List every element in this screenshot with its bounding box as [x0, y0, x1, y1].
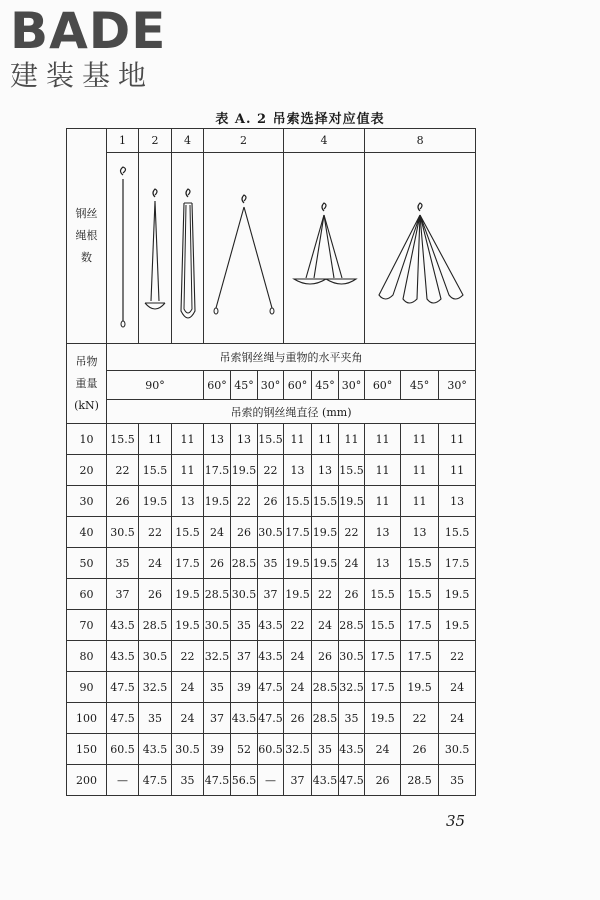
- diameter-cell: 43.5: [139, 734, 172, 765]
- diameter-cell: 35: [107, 548, 139, 579]
- table-row: [67, 486, 476, 517]
- diameter-cell: 24: [312, 610, 339, 641]
- weight-cell: 30: [67, 486, 107, 517]
- angle-cell: 60°: [204, 371, 231, 400]
- diameter-cell: 22: [401, 703, 439, 734]
- diameter-cell: 17.5: [401, 610, 439, 641]
- diameter-cell: 24: [139, 548, 172, 579]
- diameter-cell: 19.5: [172, 610, 204, 641]
- diameter-cell: 47.5: [139, 765, 172, 796]
- diameter-cell: 43.5: [312, 765, 339, 796]
- diameter-cell: 22: [439, 641, 476, 672]
- diameter-cell: 30.5: [139, 641, 172, 672]
- diameter-cell: 30.5: [439, 734, 476, 765]
- diameter-cell: 15.5: [107, 424, 139, 455]
- diameter-cell: 43.5: [258, 641, 284, 672]
- angle-cell: 30°: [258, 371, 284, 400]
- diameter-cell: 28.5: [312, 703, 339, 734]
- diameter-cell: 43.5: [231, 703, 258, 734]
- diameter-cell: 26: [107, 486, 139, 517]
- diameter-cell: 11: [312, 424, 339, 455]
- diameter-cell: 17.5: [172, 548, 204, 579]
- angle-cell: 30°: [339, 371, 365, 400]
- diameter-cell: 37: [204, 703, 231, 734]
- diameter-cell: 19.5: [284, 579, 312, 610]
- diameter-cell: 11: [365, 486, 401, 517]
- diameter-cell: 28.5: [401, 765, 439, 796]
- diameter-cell: 11: [284, 424, 312, 455]
- diameter-cell: 15.5: [365, 610, 401, 641]
- diameter-cell: 11: [401, 486, 439, 517]
- diameter-cell: 43.5: [107, 610, 139, 641]
- weight-cell: 100: [67, 703, 107, 734]
- diameter-cell: 19.5: [284, 548, 312, 579]
- diameter-cell: 26: [365, 765, 401, 796]
- diameter-cell: 22: [107, 455, 139, 486]
- diameter-cell: 15.5: [312, 486, 339, 517]
- diameter-cell: 22: [312, 579, 339, 610]
- diameter-cell: 35: [139, 703, 172, 734]
- diameter-cell: 37: [284, 765, 312, 796]
- diameter-cell: 13: [172, 486, 204, 517]
- weight-cell: 70: [67, 610, 107, 641]
- table-row: [67, 703, 476, 734]
- diameter-cell: 15.5: [439, 517, 476, 548]
- diameter-cell: 26: [312, 641, 339, 672]
- diameter-cell: 11: [365, 455, 401, 486]
- rope-count-4-angled: 4: [284, 129, 365, 153]
- data-body: [67, 424, 476, 796]
- table-row: [67, 579, 476, 610]
- diameter-cell: 35: [172, 765, 204, 796]
- rope-count-label: 钢丝绳根数: [67, 129, 107, 344]
- diameter-cell: 26: [231, 517, 258, 548]
- diameter-cell: 19.5: [439, 579, 476, 610]
- table-row: [67, 765, 476, 796]
- diameter-cell: 19.5: [365, 703, 401, 734]
- diameter-cell: 24: [172, 703, 204, 734]
- diameter-cell: 30.5: [107, 517, 139, 548]
- diameter-cell: 19.5: [312, 517, 339, 548]
- table-row: [67, 517, 476, 548]
- angle-cell: 45°: [401, 371, 439, 400]
- angle-cell: 30°: [439, 371, 476, 400]
- weight-cell: 150: [67, 734, 107, 765]
- diameter-cell: 30.5: [204, 610, 231, 641]
- diameter-cell: 15.5: [172, 517, 204, 548]
- diameter-cell: 32.5: [204, 641, 231, 672]
- diameter-cell: 47.5: [107, 703, 139, 734]
- diameter-cell: 26: [258, 486, 284, 517]
- diameter-cell: 19.5: [312, 548, 339, 579]
- diameter-cell: 37: [107, 579, 139, 610]
- diameter-cell: 24: [204, 517, 231, 548]
- diameter-cell: 35: [258, 548, 284, 579]
- diameter-cell: 15.5: [284, 486, 312, 517]
- diameter-cell: 15.5: [401, 548, 439, 579]
- diameter-cell: 22: [339, 517, 365, 548]
- diameter-cell: 15.5: [401, 579, 439, 610]
- diameter-cell: 32.5: [284, 734, 312, 765]
- table-row: [67, 610, 476, 641]
- diameter-cell: 35: [204, 672, 231, 703]
- table-row: [67, 641, 476, 672]
- diameter-cell: 26: [204, 548, 231, 579]
- angle-header: 吊索钢丝绳与重物的水平夹角: [107, 344, 476, 371]
- rope-count-8-angled: 8: [365, 129, 476, 153]
- diameter-cell: 37: [258, 579, 284, 610]
- diameter-cell: 13: [401, 517, 439, 548]
- diameter-cell: 17.5: [204, 455, 231, 486]
- diameter-cell: —: [107, 765, 139, 796]
- diameter-cell: 13: [312, 455, 339, 486]
- diameter-cell: 32.5: [139, 672, 172, 703]
- diameter-cell: 28.5: [312, 672, 339, 703]
- diameter-cell: 19.5: [139, 486, 172, 517]
- diameter-cell: 22: [139, 517, 172, 548]
- diameter-cell: 26: [339, 579, 365, 610]
- diameter-cell: 30.5: [339, 641, 365, 672]
- diameter-cell: 22: [172, 641, 204, 672]
- weight-cell: 40: [67, 517, 107, 548]
- diameter-cell: 60.5: [258, 734, 284, 765]
- angle-cell: 90°: [107, 371, 204, 400]
- diameter-cell: 13: [204, 424, 231, 455]
- diameter-cell: 15.5: [365, 579, 401, 610]
- diameter-cell: 11: [401, 424, 439, 455]
- diameter-cell: 37: [231, 641, 258, 672]
- angle-cell: 60°: [284, 371, 312, 400]
- diameter-cell: 30.5: [172, 734, 204, 765]
- diameter-cell: 47.5: [204, 765, 231, 796]
- weight-label: 吊物重量(kN): [67, 344, 107, 424]
- weight-cell: 20: [67, 455, 107, 486]
- diameter-cell: 39: [231, 672, 258, 703]
- diameter-cell: 19.5: [401, 672, 439, 703]
- diameter-cell: 13: [365, 517, 401, 548]
- diameter-cell: 13: [284, 455, 312, 486]
- diameter-cell: 17.5: [365, 672, 401, 703]
- diameter-cell: 19.5: [172, 579, 204, 610]
- diameter-cell: 22: [231, 486, 258, 517]
- diameter-cell: 30.5: [231, 579, 258, 610]
- diameter-cell: 13: [365, 548, 401, 579]
- rope-count-4: 4: [172, 129, 204, 153]
- angle-cell: 45°: [231, 371, 258, 400]
- diameter-cell: 35: [339, 703, 365, 734]
- diameter-cell: 11: [439, 424, 476, 455]
- weight-cell: 50: [67, 548, 107, 579]
- diameter-cell: 43.5: [258, 610, 284, 641]
- diameter-cell: 28.5: [204, 579, 231, 610]
- diameter-cell: 17.5: [284, 517, 312, 548]
- diameter-cell: 19.5: [231, 455, 258, 486]
- table-row: [67, 455, 476, 486]
- weight-cell: 90: [67, 672, 107, 703]
- diameter-cell: 24: [284, 641, 312, 672]
- diameter-cell: 52: [231, 734, 258, 765]
- figure-four-rope-loop: [172, 153, 204, 344]
- diameter-cell: 28.5: [231, 548, 258, 579]
- diameter-cell: 56.5: [231, 765, 258, 796]
- logo-text: BADE: [10, 2, 167, 60]
- diameter-cell: 19.5: [204, 486, 231, 517]
- diameter-cell: 47.5: [258, 672, 284, 703]
- angle-cell: 45°: [312, 371, 339, 400]
- diameter-header: 吊索的钢丝绳直径 (mm): [107, 400, 476, 424]
- diameter-cell: 13: [231, 424, 258, 455]
- rope-count-2-angled: 2: [204, 129, 284, 153]
- page-number: 35: [446, 812, 466, 830]
- diameter-cell: 24: [439, 703, 476, 734]
- weight-cell: 60: [67, 579, 107, 610]
- diameter-cell: 15.5: [258, 424, 284, 455]
- diameter-cell: 17.5: [401, 641, 439, 672]
- diameter-cell: 15.5: [139, 455, 172, 486]
- diameter-cell: 11: [139, 424, 172, 455]
- diameter-cell: 26: [139, 579, 172, 610]
- diameter-cell: 11: [172, 424, 204, 455]
- rope-count-1: 1: [107, 129, 139, 153]
- diameter-cell: 32.5: [339, 672, 365, 703]
- diameter-cell: 24: [339, 548, 365, 579]
- diameter-cell: 11: [172, 455, 204, 486]
- diameter-cell: 26: [284, 703, 312, 734]
- diameter-cell: —: [258, 765, 284, 796]
- diameter-cell: 15.5: [339, 455, 365, 486]
- diameter-cell: 11: [401, 455, 439, 486]
- angle-row: [67, 371, 476, 400]
- diameter-cell: 39: [204, 734, 231, 765]
- diameter-cell: 43.5: [339, 734, 365, 765]
- diameter-cell: 35: [312, 734, 339, 765]
- diameter-cell: 47.5: [107, 672, 139, 703]
- diameter-cell: 11: [439, 455, 476, 486]
- diameter-cell: 13: [439, 486, 476, 517]
- diameter-cell: 35: [439, 765, 476, 796]
- logo-subtext: 建装基地: [10, 59, 155, 92]
- diameter-cell: 17.5: [439, 548, 476, 579]
- figure-four-rope-angled: [284, 153, 365, 344]
- diameter-cell: 47.5: [339, 765, 365, 796]
- table-row: [67, 548, 476, 579]
- diameter-cell: 11: [365, 424, 401, 455]
- angle-cell: 60°: [365, 371, 401, 400]
- diameter-cell: 24: [439, 672, 476, 703]
- diameter-cell: 35: [231, 610, 258, 641]
- figure-single-rope: [107, 153, 139, 344]
- weight-cell: 10: [67, 424, 107, 455]
- diameter-cell: 17.5: [365, 641, 401, 672]
- rope-count-2: 2: [139, 129, 172, 153]
- diameter-cell: 26: [401, 734, 439, 765]
- figure-two-rope-loop: [139, 153, 172, 344]
- diameter-cell: 30.5: [258, 517, 284, 548]
- diameter-cell: 19.5: [339, 486, 365, 517]
- diameter-cell: 28.5: [339, 610, 365, 641]
- diameter-cell: 47.5: [258, 703, 284, 734]
- diameter-cell: 24: [365, 734, 401, 765]
- figure-eight-rope-angled: [365, 153, 476, 344]
- table-row: [67, 424, 476, 455]
- diameter-cell: 24: [172, 672, 204, 703]
- diameter-cell: 24: [284, 672, 312, 703]
- diameter-cell: 28.5: [139, 610, 172, 641]
- diameter-cell: 22: [258, 455, 284, 486]
- diameter-cell: 22: [284, 610, 312, 641]
- weight-cell: 80: [67, 641, 107, 672]
- figure-two-rope-angled: [204, 153, 284, 344]
- weight-cell: 200: [67, 765, 107, 796]
- sling-selection-table: [66, 128, 476, 796]
- table-caption: 表 A. 2 吊索选择对应值表: [215, 112, 385, 127]
- bade-logo: [10, 2, 167, 92]
- diameter-cell: 43.5: [107, 641, 139, 672]
- diameter-cell: 60.5: [107, 734, 139, 765]
- table-row: [67, 672, 476, 703]
- table-row: [67, 734, 476, 765]
- diameter-cell: 19.5: [439, 610, 476, 641]
- diameter-cell: 11: [339, 424, 365, 455]
